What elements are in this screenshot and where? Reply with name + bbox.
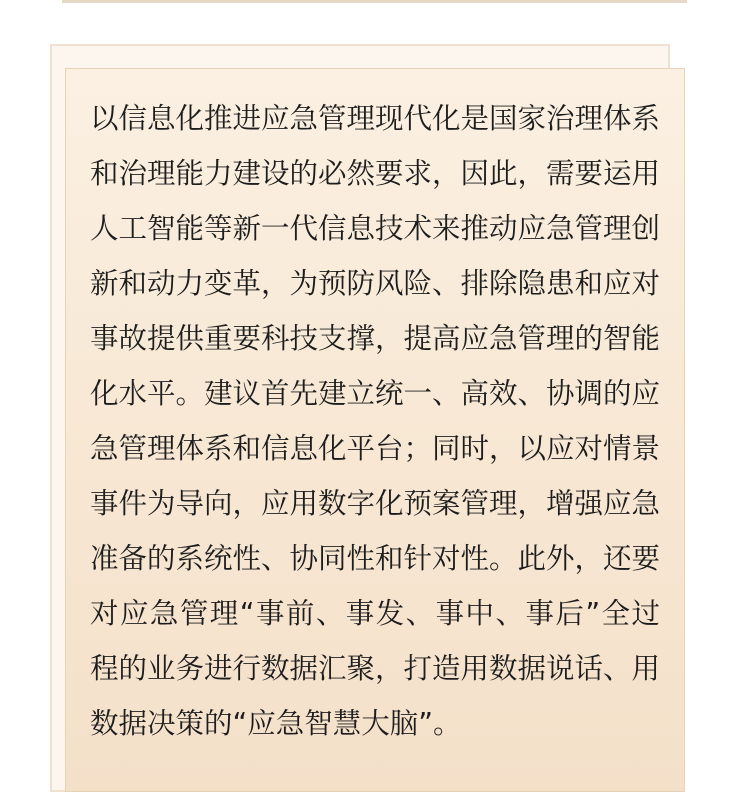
content-card bbox=[65, 68, 685, 792]
body-paragraph: 以信息化推进应急管理现代化是国家治理体系和治理能力建设的必然要求，因此，需要运用人工智能等新一代信息技术来推动应急管理创新和动力变革，为预防风险、排除隐患和应对事故提供重要科技支撑，提高应急管理的智能化水平。建议首先建立统一、高效、协调的应急管理体系和信息化平台；同时，以应对情景事件为导向，应用数字化预案管理，增强应急准备的系统性、协同性和针对性。此外，还要对应急管理“事前、事发、事中、事后”全过程的业务进行数据汇聚，打造用数据说话、用数据决策的“应急智慧大脑”。 bbox=[90, 102, 661, 740]
top-divider-rule bbox=[62, 0, 687, 3]
